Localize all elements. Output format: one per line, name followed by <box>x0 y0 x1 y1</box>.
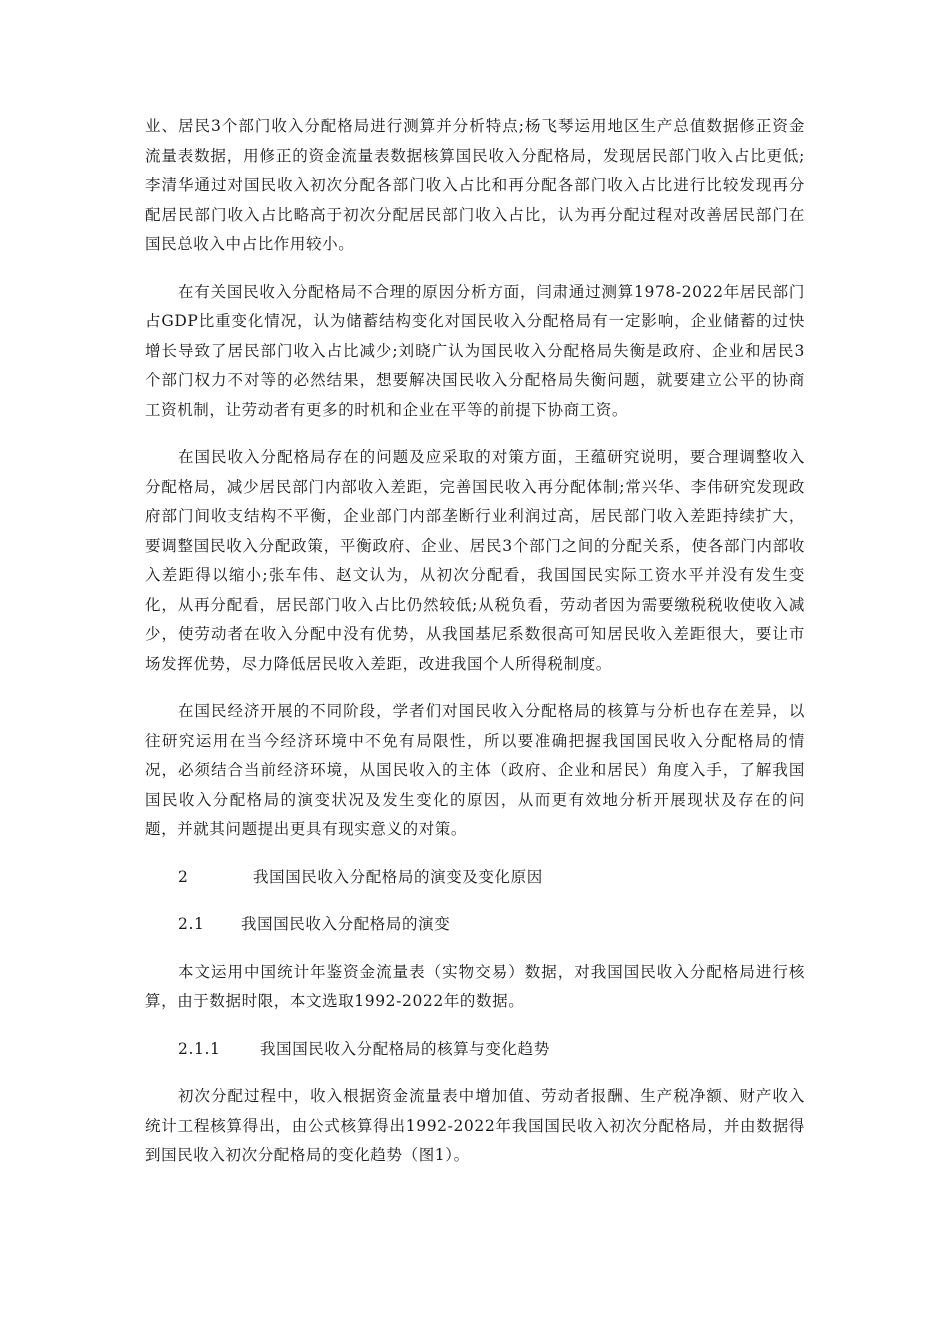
section-number: 2 <box>178 867 189 886</box>
section-heading-2 <box>145 863 805 893</box>
section-number: 2.1.1 <box>178 1039 221 1058</box>
section-title: 我国国民收入分配格局的演变 <box>241 915 451 933</box>
paragraph-2: 在有关国民收入分配格局不合理的原因分析方面，闫肃通过测算1978-2022年居民部门占GDP比重变化情况，认为储蓄结构变化对国民收入分配格局有一定影响，企业储蓄的过快增长导致了居民部门收入占比减少;刘晓广认为国民收入分配格局失衡是政府、企业和居民3个部门权力不对等的必然结果，想要解决国民收入分配格局失衡问题，就要建立公平的协商工资机制，让劳动者有更多的时机和企业在平等的前提下协商工资。 <box>145 282 805 419</box>
section-title: 我国国民收入分配格局的核算与变化趋势 <box>260 1039 550 1058</box>
section-title: 我国国民收入分配格局的演变及变化原因 <box>253 867 543 886</box>
document-page <box>145 112 805 1189</box>
paragraph-4: 在国民经济开展的不同阶段，学者们对国民收入分配格局的核算与分析也存在差异，以往研究运用在当今经济环境中不免有局限性，所以要准确把握我国国民收入分配格局的情况，必须结合当前经济环境，从国民收入的主体（政府、企业和居民）角度入手，了解我国国民收入分配格局的演变状况及发生变化的原因，从而更有效地分析开展现状及存在的问题，并就其问题提出更具有现实意义的对策。 <box>145 702 805 838</box>
section-number: 2.1 <box>178 915 205 933</box>
section-heading-2-1 <box>145 910 805 940</box>
paragraph-2-1: 本文运用中国统计年鉴资金流量表（实物交易）数据，对我国国民收入分配格局进行核算，由于数据时限，本文选取1992-2022年的数据。 <box>145 962 805 1010</box>
paragraph-2-1-1: 初次分配过程中，收入根据资金流量表中增加值、劳动者报酬、生产税净额、财产收入统计工程核算得出，由公式核算得出1992-2022年我国国民收入初次分配格局，并由数据得到国民收入初次分配格局的变化趋势（图1）。 <box>145 1087 805 1164</box>
section-heading-2-1-1 <box>145 1035 805 1065</box>
paragraph-1: 业、居民3个部门收入分配格局进行测算并分析特点;杨飞琴运用地区生产总值数据修正资金流量表数据，用修正的资金流量表数据核算国民收入分配格局，发现居民部门收入占比更低;李清华通过对国民收入初次分配各部门收入占比和再分配各部门收入占比进行比较发现再分配居民部门收入占比略高于初次分配居民部门收入占比，认为再分配过程对改善居民部门在国民总收入中占比作用较小。 <box>145 117 805 253</box>
paragraph-3: 在国民收入分配格局存在的问题及应采取的对策方面，王蕴研究说明，要合理调整收入分配格局，减少居民部门内部收入差距，完善国民收入再分配体制;常兴华、李伟研究发现政府部门间收支结构不平衡，企业部门内部垄断行业利润过高，居民部门收入差距持续扩大，要调整国民收入分配政策，平衡政府、企业、居民3个部门之间的分配关系，使各部门内部收入差距得以缩小;张车伟、赵文认为，从初次分配看，我国国民实际工资水平并没有发生变化，从再分配看，居民部门收入占比仍然较低;从税负看，劳动者因为需要缴税税收使收入减少，使劳动者在收入分配中没有优势，从我国基尼系数很高可知居民收入差距很大，要让市场发挥优势，尽力降低居民收入差距，改进我国个人所得税制度。 <box>145 448 805 673</box>
